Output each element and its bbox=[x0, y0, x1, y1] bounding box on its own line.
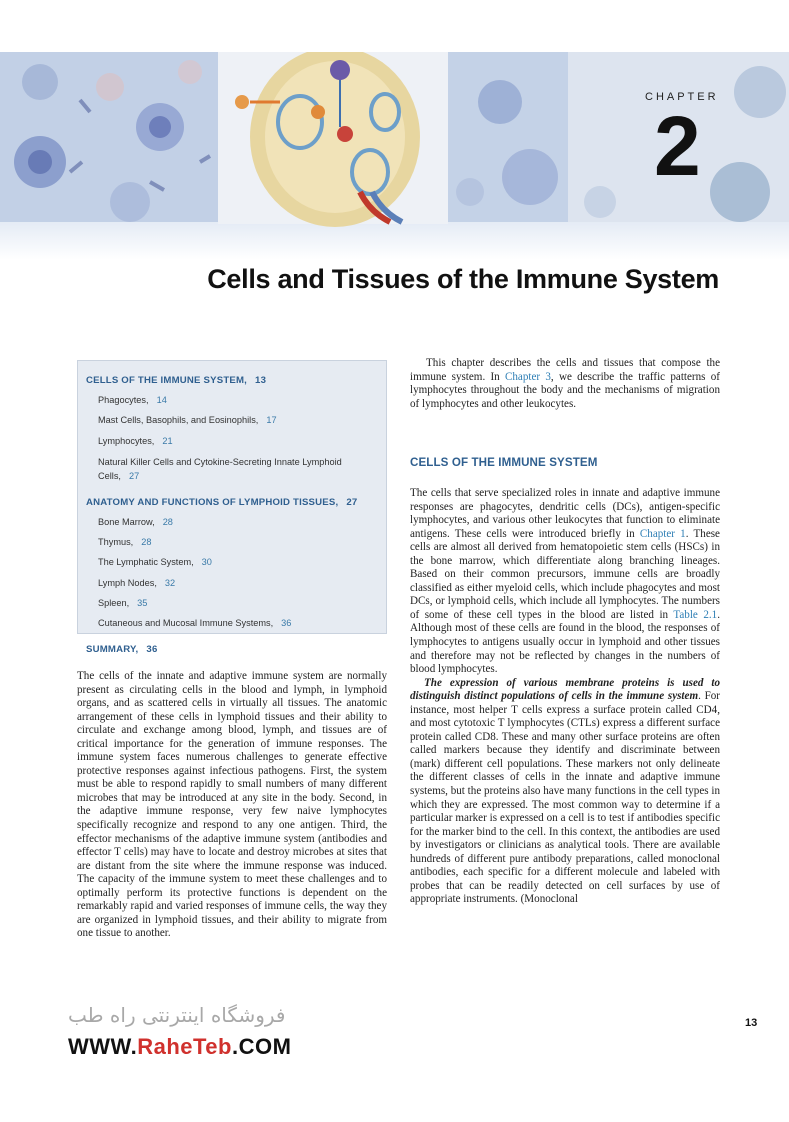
chapter-outline bbox=[77, 360, 387, 655]
body-paragraph: The expression of various membrane proteins is used to distinguish distinct populations of cells in the immune system. For instance, most helper T cells express a surface protein called CD4, and most cytotoxic T lymphocytes (CTLs) express a different surface protein called CD8. These and many other surface proteins are often called markers because they identify and discriminate between (mark) different cell populations. These markers not only delineate the different classes of cells in the innate and adaptive immune systems, but the proteins also have many functions in the cell types in which they are expressed. The most common way to determine if a particular marker is expressed on a cell is to test if antibodies specific for the marker bind to the cell. In this context, the antibodies are used by investigators or clinicians as analytical tools. There are available hundreds of different pure antibody preparations, called monoclonal antibodies, each specific for a different molecule and labeled with probes that can be readily detected on cell surfaces by use of appropriate instruments. (Monoclonal bbox=[410, 676, 720, 906]
toc-item[interactable]: Phagocytes, 14 bbox=[98, 395, 167, 405]
chapter-link[interactable]: Chapter 3 bbox=[504, 370, 551, 383]
table-link[interactable]: Table 2.1 bbox=[673, 608, 718, 621]
watermark-persian: فروشگاه اینترنتی راه طب bbox=[68, 1003, 286, 1027]
toc-item[interactable]: Thymus, 28 bbox=[98, 536, 152, 547]
toc-item[interactable]: The Lymphatic System, 30 bbox=[98, 557, 212, 568]
body-paragraph: The cells that serve specialized roles in innate and adaptive immune responses are phagocytes, dendritic cells (DCs), antigen-specific lymphocytes, and various other leukocytes that function to eliminate antigens. These cells were introduced briefly in Chapter 1. These cells are almost all derived from hematopoietic stem cells (HSCs) in the bone marrow, which differentiate along branching lineages. Based on their common precursors, immune cells are broadly classified as either myeloid cells, which include phagocytes and most DCs, or lymphoid cells, which include all lymphocytes. The numbers of some of these cell types in the blood are listed in Table 2.1. Although most of these cells are found in the blood, the responses of lymphocytes to antigens usually occur in lymphoid and other tissues and therefore may not be reflected by changes in the numbers of blood lymphocytes. bbox=[410, 487, 720, 676]
chapter-number: 2 bbox=[654, 99, 701, 193]
chapter-link[interactable]: Chapter 1 bbox=[639, 527, 686, 540]
watermark-url: WWW.RaheTeb.COM bbox=[68, 1034, 292, 1059]
toc-item[interactable]: Mast Cells, Basophils, and Eosinophils, 17 bbox=[98, 415, 277, 426]
toc-item[interactable]: Lymph Nodes, 32 bbox=[98, 577, 176, 588]
toc-item[interactable]: Cutaneous and Mucosal Immune Systems, 36 bbox=[98, 618, 292, 629]
right-column-text bbox=[410, 487, 720, 907]
toc-item[interactable]: Lymphocytes, 21 bbox=[98, 435, 173, 446]
left-column-text: The cells of the innate and adaptive immune system are normally present as circulating cells in the blood and lymph, in lymphoid organs, and as scattered cells in virtually all tissues. The anatomic arrangement of these cells in lymphoid tissues and their ability to circulate and exchange among blood, lymph, and tissues are of critical importance for the generation of immune responses. The immune system faces numerous challenges to generate effective protective responses against infectious pathogens. First, the system must be able to respond rapidly to small numbers of many different microbes that may be introduced at any site in the body. Second, in the adaptive immune response, very few naive lymphocytes specifically recognize and respond to any one antigen. Third, the effector mechanisms of the adaptive immune system (antibodies and effector T cells) may have to locate and destroy microbes at sites that are distant from the site where the immune response was induced. The capacity of the immune system to meet these challenges and to optimally perform its protective functions is dependent on the remarkably rapid and varied responses of immune cells, the way they are organized in lymphoid tissues, and their ability to migrate from one tissue to another. bbox=[77, 670, 387, 940]
intro-paragraph: This chapter describes the cells and tissues that compose the immune system. In Chapter 3, we describe the traffic patterns of lymphocytes throughout the body and the mechanisms of migration of lymphocytes and other leukocytes. bbox=[410, 357, 720, 410]
page-title: Cells and Tissues of the Immune System bbox=[207, 264, 719, 294]
toc-section[interactable]: ANATOMY AND FUNCTIONS OF LYMPHOID TISSUES, 27 bbox=[86, 496, 358, 508]
toc-section[interactable]: CELLS OF THE IMMUNE SYSTEM, 13 bbox=[86, 375, 267, 386]
toc-item[interactable]: Spleen, 35 bbox=[98, 597, 148, 608]
page-number: 13 bbox=[745, 1017, 758, 1029]
section-heading: CELLS OF THE IMMUNE SYSTEM bbox=[410, 456, 598, 469]
toc-section[interactable]: SUMMARY, 36 bbox=[86, 643, 158, 655]
toc-item[interactable]: Natural Killer Cells and Cytokine-Secreting Innate Lymphoid Cells, 27 bbox=[98, 457, 342, 482]
toc-item[interactable]: Bone Marrow, 28 bbox=[98, 516, 173, 527]
chapter-label: CHAPTER bbox=[645, 91, 719, 103]
